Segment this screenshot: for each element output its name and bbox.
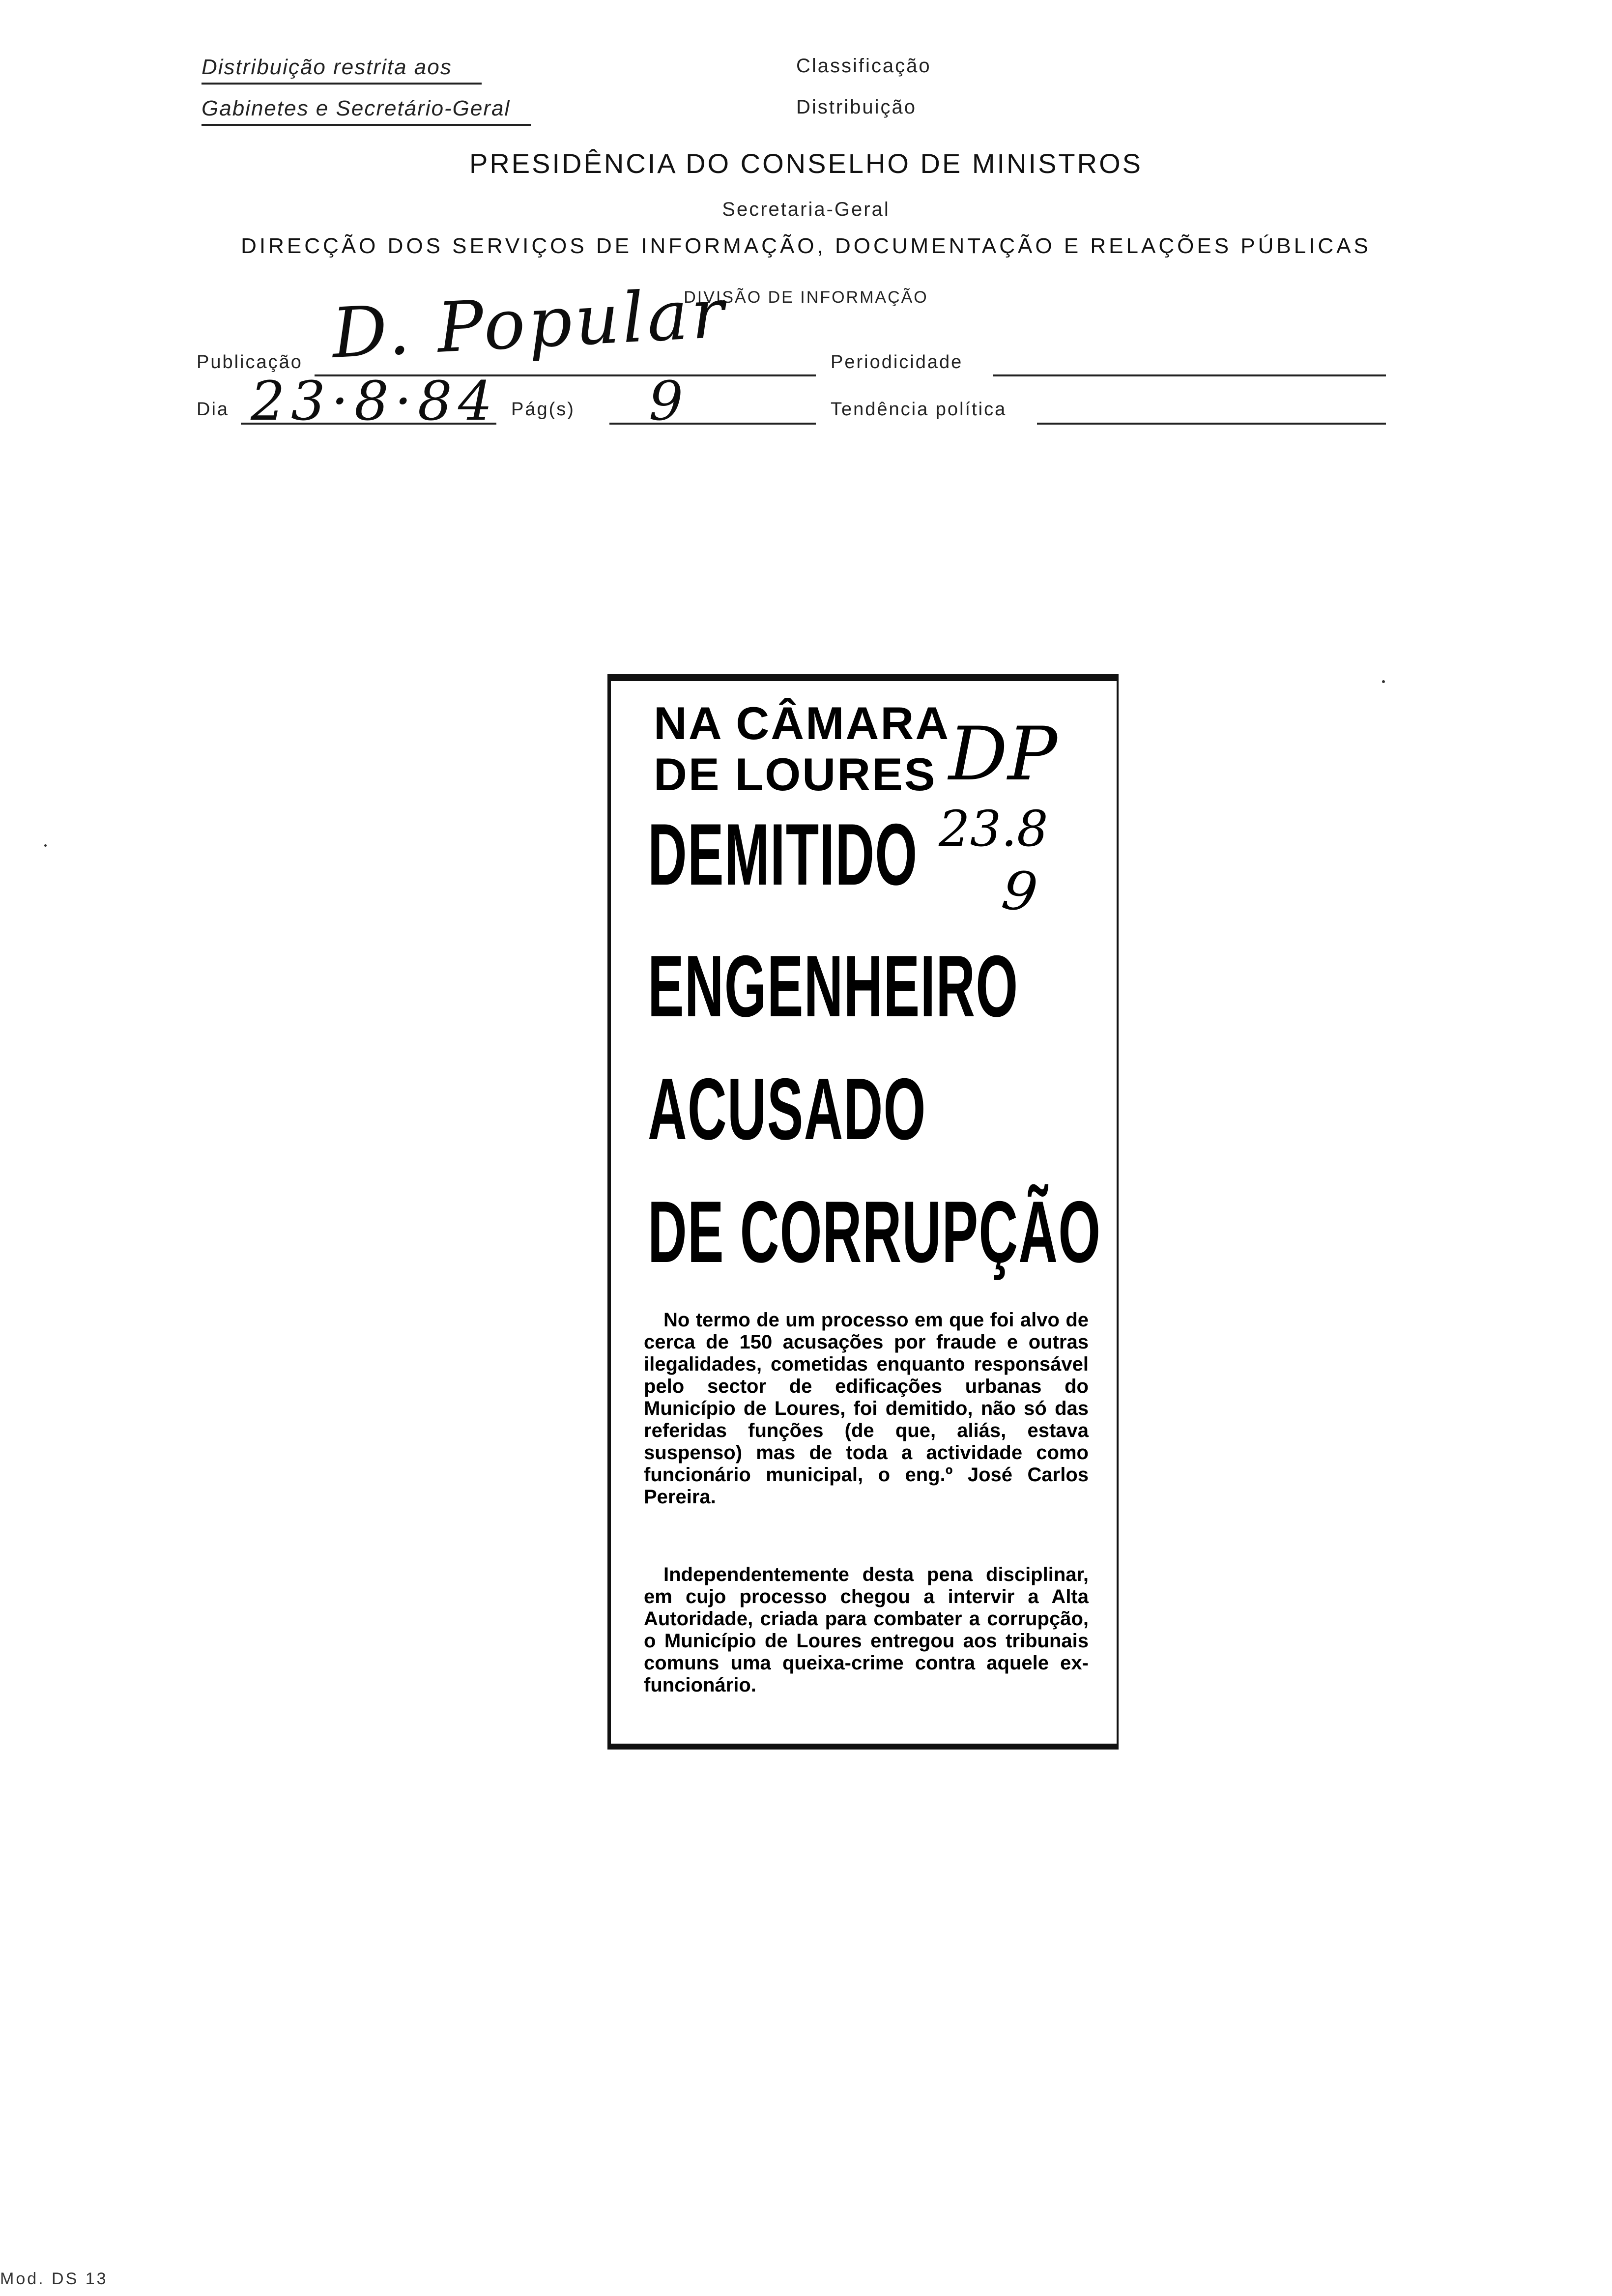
annotation-source: DP [949,712,1058,797]
headline-line-2: ENGENHEIRO [648,937,1019,1035]
kicker-line-2: DE LOURES [654,748,937,800]
publicacao-value: D. Popular [330,273,729,374]
tendencia-line [1037,423,1386,425]
publicacao-label: Publicação [197,352,303,373]
restriction-line-1: Distribuição restrita aos [202,55,482,85]
restriction-line-2: Gabinetes e Secretário-Geral [202,96,531,126]
divisao-title: DIVISÃO DE INFORMAÇÃO [684,288,928,307]
dia-label: Dia [197,399,230,420]
headline-line-4: DE CORRUPÇÃO [648,1183,1101,1281]
periodicidade-label: Periodicidade [831,352,963,373]
pags-value: 9 [649,370,683,432]
kicker-line-1: NA CÂMARA [654,697,950,749]
tendencia-label: Tendência política [831,399,1007,420]
secretaria-geral: Secretaria-Geral [722,199,890,220]
annotation-date: 23.8 [939,800,1048,858]
pags-label: Pág(s) [511,399,575,420]
classificacao-label: Classificação [796,55,931,77]
annotation-page: 9 [998,858,1041,925]
scan-speck [44,844,47,847]
periodicidade-line [993,374,1386,376]
headline-line-3: ACUSADO [648,1060,926,1158]
article-paragraph-2: Independentemente desta pena disciplinar, em cujo processo chegou a intervir a Alta Autoridade, criada para combater a corrupção, o Município de Loures entregou aos tribunais comuns uma queixa-crime contra aquele ex-funcionário. [644,1564,1089,1696]
direccao-title: DIRECÇÃO DOS SERVIÇOS DE INFORMAÇÃO, DOCUMENTAÇÃO E RELAÇÕES PÚBLICAS [241,234,1371,258]
dia-value: 23·8·84 [251,370,498,432]
headline-line-1: DEMITIDO [648,805,918,903]
distribuicao-label: Distribuição [796,96,917,118]
pags-line [609,423,816,425]
institution-title: PRESIDÊNCIA DO CONSELHO DE MINISTROS [469,148,1143,179]
article-paragraph-1: No termo de um processo em que foi alvo de cerca de 150 acusações por fraude e outras ilegalidades, cometidas enquanto responsável pelo sector de edificações urbanas do Município de Loures, foi demitido, não só das referidas funções (de que, aliás, estava suspenso) mas de toda a actividade como funcionário municipal, o eng.º José Carlos Pereira. [644,1309,1089,1508]
scan-speck [1382,680,1385,683]
form-code: Mod. DS 13 [0,2269,108,2288]
